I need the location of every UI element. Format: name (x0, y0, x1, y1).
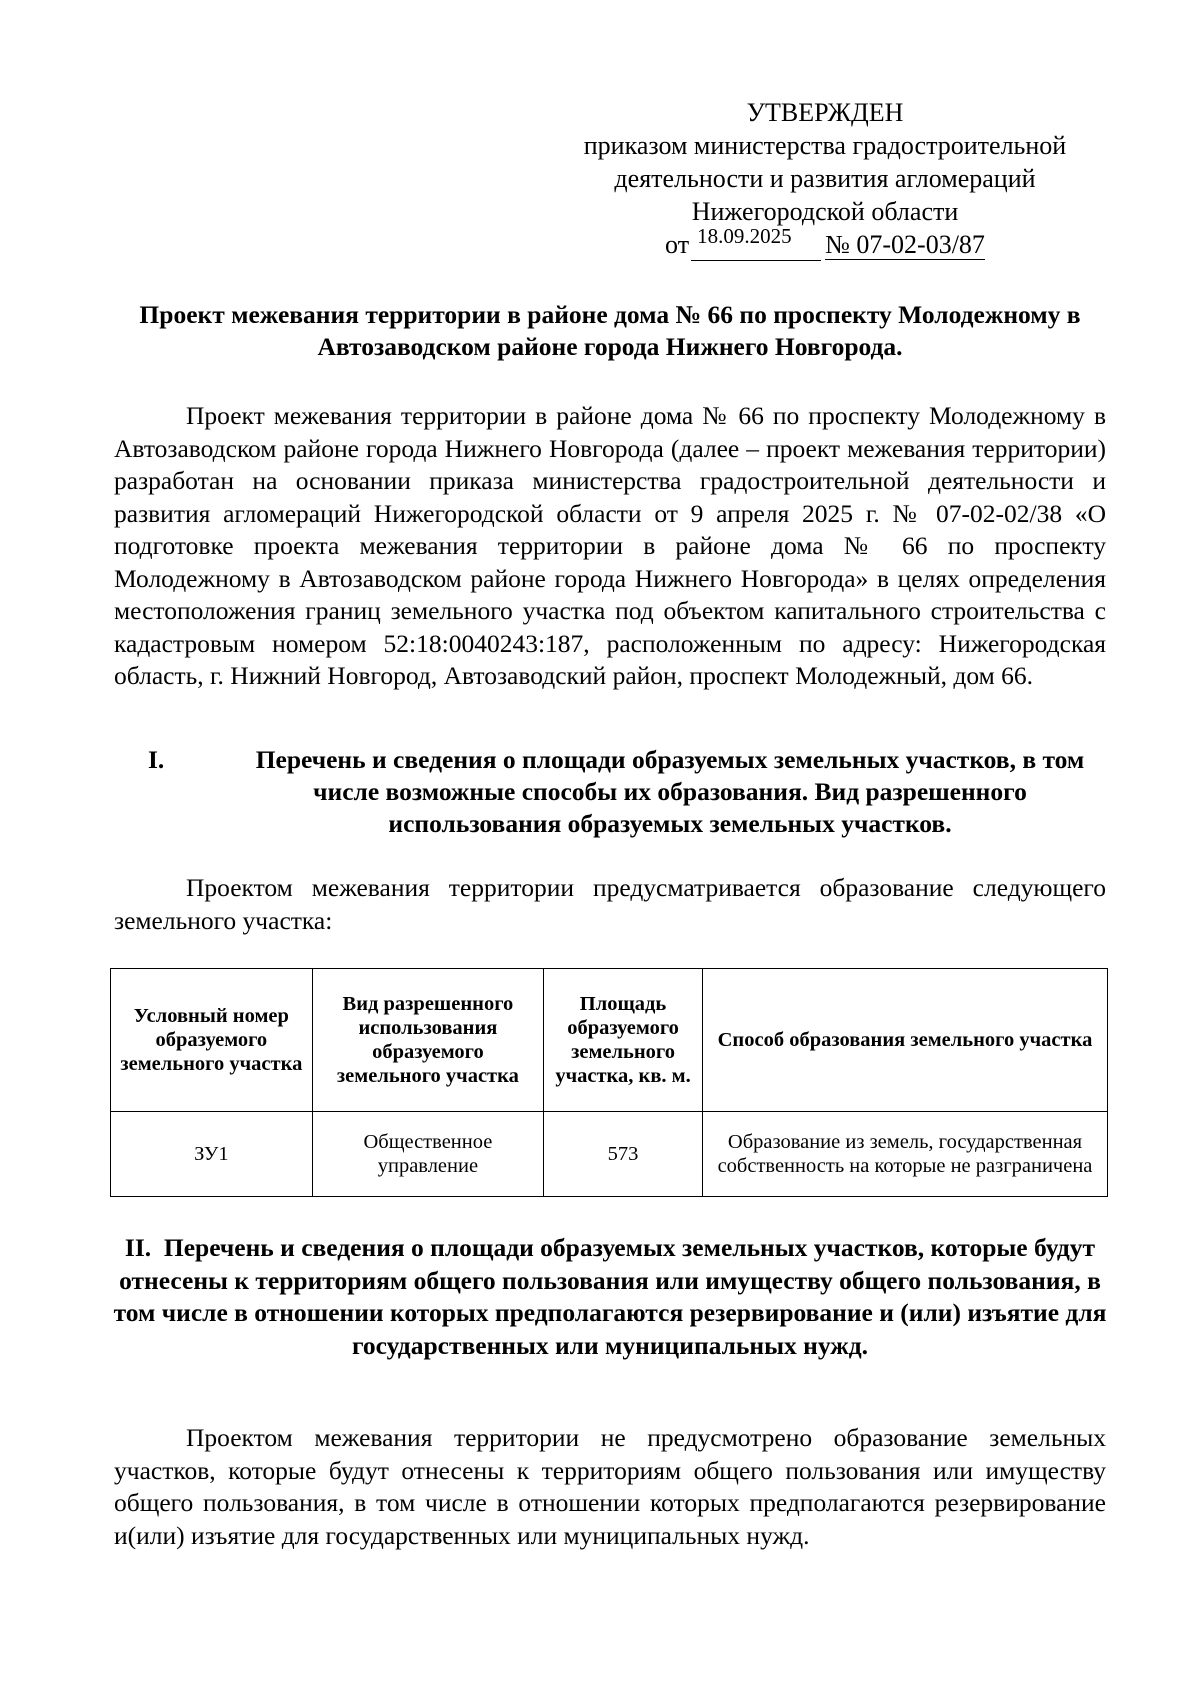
intro-paragraph: Проект межевания территории в районе дома № 66 по проспекту Молодежному в Автозаводском районе города Нижнего Новгорода (далее – проект межевания территории) разработан на основании приказа министерства градостроительной деятельности и развития агломераций Нижегородской области от 9 апреля 2025 г. № 07-02-02/38 «О подготовке проекта межевания территории в районе дома № 66 по проспекту Молодежному в Автозаводском районе города Нижнего Новгорода» в целях определения местоположения границ земельного участка под объектом капитального строительства с кадастровым номером 52:18:0040243:187, расположенным по адресу: Нижегородская область, г. Нижний Новгород, Автозаводский район, проспект Молодежный, дом 66. (114, 401, 1106, 690)
land-plot-table (110, 968, 1108, 1197)
header-area: Площадь образуемого земельного участка, кв. м. (544, 969, 703, 1112)
section-2-title: Перечень и сведения о площади образуемых земельных участков, которые будут отнесены к территориям общего пользования или имуществу общего пользования, в том числе в отношении которых предполагаются резервирование и (или) изъятие для государственных или муниципальных нужд. (113, 1233, 1107, 1360)
section-1-paragraph: Проектом межевания территории предусматривается образование следующего земельного участка: (114, 873, 1106, 935)
section-1-heading (148, 744, 1110, 840)
table-row (111, 1112, 1108, 1197)
date-field (691, 224, 821, 261)
order-date: 18.09.2025 (697, 224, 792, 248)
date-prefix: от (665, 230, 690, 259)
section-2-heading (110, 1232, 1110, 1362)
approval-date-line (540, 224, 1110, 261)
order-number: № 07-02-03/87 (825, 230, 985, 259)
section-1-number: I. (148, 745, 165, 774)
approval-line-3: Нижегородской области (691, 197, 959, 226)
document-title: Проект межевания территории в районе дома № 66 по проспекту Молодежному в Автозаводском районе города Нижнего Новгорода. (139, 300, 1081, 361)
cell-permitted-use: Общественное управление (312, 1112, 543, 1197)
approval-line-1: приказом министерства градостроительной (583, 131, 1067, 160)
cell-plot-number: ЗУ1 (111, 1112, 313, 1197)
cell-formation-method: Образование из земель, государственная собственность на которые не разграничена (702, 1112, 1107, 1197)
header-formation-method: Способ образования земельного участка (702, 969, 1107, 1112)
approval-heading: УТВЕРЖДЕН (746, 98, 904, 127)
section-2-paragraph: Проектом межевания территории не предусмотрено образование земельных участков, которые будут отнесены к территориям общего пользования или имуществу общего пользования, в том числе в отношении которых предполагаются резервирование и(или) изъятие для государственных или муниципальных нужд. (114, 1423, 1106, 1550)
section-2-number: II. (124, 1233, 152, 1262)
approval-block (540, 96, 1110, 261)
section-1-title: Перечень и сведения о площади образуемых земельных участков, в том числе возможные способы их образования. Вид разрешенного использования образуемых земельных участков. (255, 745, 1085, 838)
approval-line-2: деятельности и развития агломераций (614, 164, 1036, 193)
table-header-row (111, 969, 1108, 1112)
cell-area: 573 (544, 1112, 703, 1197)
header-plot-number: Условный номер образуемого земельного участка (111, 969, 313, 1112)
header-permitted-use: Вид разрешенного использования образуемого земельного участка (312, 969, 543, 1112)
